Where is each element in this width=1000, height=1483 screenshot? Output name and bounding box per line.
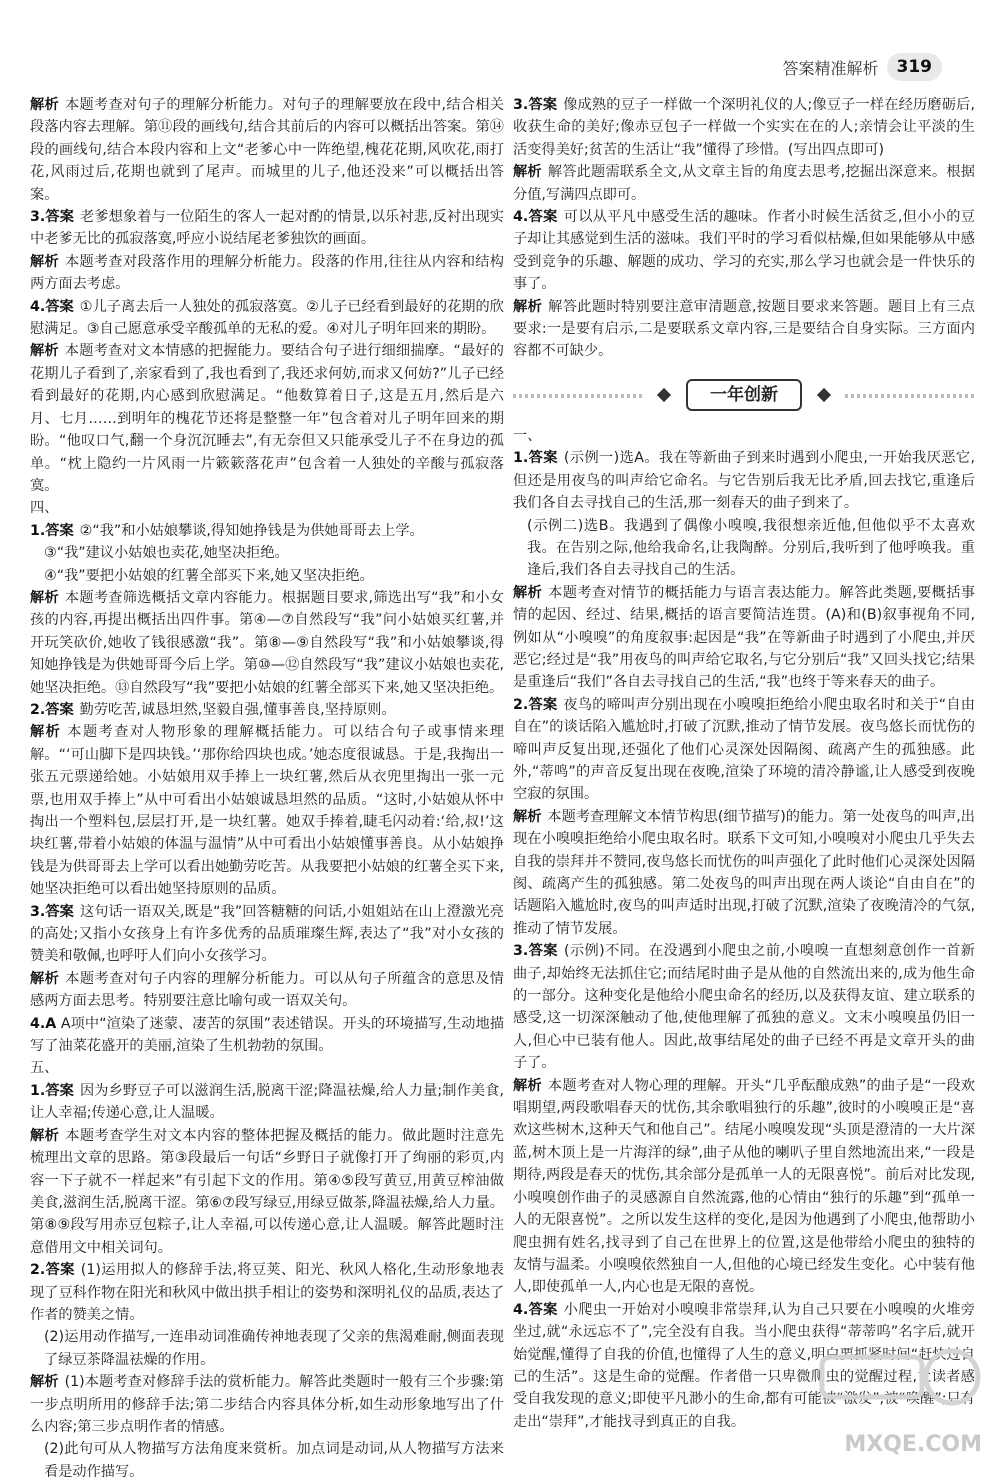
answer-paragraph — [513, 206, 975, 296]
text-paragraph — [30, 1013, 504, 1058]
paragraph-text: 勤劳吃苦,诚恳坦然,坚毅自强,懂事善良,坚持原则。 — [79, 701, 396, 718]
question-number: 1. — [30, 1082, 46, 1099]
analysis-paragraph — [30, 587, 504, 699]
analysis-paragraph — [30, 721, 504, 900]
watermark-text: MXQE.COM — [844, 1432, 982, 1457]
paragraph-text: 本题考查对情节的概括能力与语言表达能力。解答此类题,要概括事情的起因、经过、结果,概括的语言要简洁连贯。(A)和(B)叙事视角不同,例如从“小嗅嗅”的角度叙事:起因是“我”在等新曲子时遇到了小爬虫,并厌恶它;经过是“我”用夜鸟的叫声给它取名,与它分别后“我”又回头找它;结果是重逢后“我们”各自去寻找自己的生活,“我”也终于等来春天的曲子。 — [513, 584, 975, 691]
paragraph-label: 答案 — [528, 97, 558, 113]
answer-paragraph — [30, 206, 504, 251]
banner-title: 一年创新 — [686, 379, 802, 411]
question-number: 2. — [30, 1262, 46, 1279]
analysis-paragraph — [513, 1075, 975, 1299]
paragraph-label: 解析 — [513, 584, 543, 601]
paragraph-label: 答案 — [45, 701, 74, 718]
watermark-logo — [812, 1337, 982, 1457]
paragraph-text: 本题考查学生对文本内容的整体把握及概括的能力。做此题时注意先梳理出文章的思路。第③段最后一句话“乡野日子就像打开了绚丽的彩页,内容一下子就不一样起来”有引起下文的作用。第④⑤段写黄豆,用黄豆榨油做美食,滋润生活,脱离干涩。第⑥⑦段写绿豆,用绿豆做茶,降温祛燥,给人力量。第⑧⑨段写用赤豆包粽子,让人幸福,可以传递心意,让人温暖。解答此题时注意借用文中相关词句。 — [30, 1127, 504, 1256]
paragraph-label: 解析 — [513, 298, 543, 315]
analysis-paragraph — [513, 582, 975, 694]
analysis-paragraph — [30, 94, 504, 206]
paragraph-label: 解析 — [30, 97, 59, 113]
analysis-paragraph — [30, 968, 504, 1013]
question-number: 2. — [30, 701, 46, 718]
answer-paragraph — [513, 940, 975, 1074]
page-header — [782, 50, 942, 84]
paragraph-text: 本题考查对句子内容的理解分析能力。可以从句子所蕴含的意思及情感两方面去思考。特别要注意比喻句或一语双关句。 — [30, 970, 504, 1010]
paragraph-label: 解析 — [513, 1077, 542, 1094]
text-paragraph — [513, 515, 975, 582]
text-paragraph — [30, 1326, 504, 1371]
section-heading — [513, 425, 975, 447]
paragraph-label: 答案 — [528, 943, 558, 960]
question-number: 1. — [513, 450, 529, 467]
text-paragraph — [30, 542, 504, 564]
paragraph-label: 解析 — [30, 1127, 60, 1144]
paragraph-label: 答案 — [45, 1082, 74, 1099]
question-number: 4. — [30, 298, 46, 315]
paragraph-label: 解析 — [30, 970, 60, 987]
paragraph-label: 答案 — [45, 522, 74, 539]
paragraph-text: 本题考查理解文本情节构思(细节描写)的能力。第一处夜鸟的叫声,出现在小嗅嗅拒绝给小爬虫取名时。联系下文可知,小嗅嗅对小爬虫几乎失去自我的崇拜并不赞同,夜鸟悠长而忧伤的叫声强化了此时他们心灵深处因隔阂、疏离产生的孤独感。第二处夜鸟的叫声出现在两人谈论“自由自在”的话题陷入尴尬时,夜鸟的叫声适时出现,打破了沉默,渲染了夜晚清冷的气氛,推动了情节发展。 — [513, 808, 975, 937]
paragraph-text: (1)本题考查对修辞手法的赏析能力。解答此类题时一般有三个步骤:第一步点明所用的修辞手法;第二步结合内容具体分析,如生动形象地写出了什么内容;第三步点明作者的情感。 — [30, 1374, 504, 1435]
paragraph-text: 这句话一语双关,既是“我”回答糖糖的问话,小姐姐站在山上澄激光亮的高处;又指小女孩身上有许多优秀的品质璀璨生辉,表达了“我”对小女孩的赞美和敬佩,也呼吁人们向小女孩学习。 — [30, 903, 504, 965]
paragraph-label: 答案 — [45, 903, 74, 920]
paragraph-text: 本题考查对句子的理解分析能力。对句子的理解要放在段中,结合相关段落内容去理解。第⑪段的画线句,结合其前后的内容可以概括出答案。第⑭段的画线句,结合本段内容和上文“老爹心中一阵绝望,槐花花期,风吹花,雨打花,风雨过后,花期也就到了尾声。而城里的儿子,他还没来”可以概括出答案。 — [30, 97, 504, 203]
page-number: 319 — [887, 53, 943, 81]
paragraph-label: 解析 — [30, 343, 59, 360]
question-number: 1. — [30, 522, 46, 539]
paragraph-text: 本题考查筛选概括文章内容能力。根据题目要求,筛选出写“我”和小女孩的内容,再提出概括出四件事。第④—⑦自然段写“我”问小姑娘买红薯,并开玩笑砍价,她收了钱很感激“我”。第⑧—⑨自然段写“我”和小姑娘攀谈,得知她挣钱是为供她哥哥今后上学。第⑩—⑫自然段写“我”建议小姑娘也卖花,她坚决拒绝。⑬自然段写“我”要把小姑娘的红薯全部买下来,她又坚决拒绝。 — [30, 589, 504, 696]
answer-paragraph — [30, 901, 504, 968]
paragraph-text: (示例二)选B。我遇到了偶像小嗅嗅,我很想亲近他,但他似乎不太喜欢我。在告别之际,他给我命名,让我陶醉。分别后,我听到了他呼唤我。重逢后,我们各自去寻找自己的生活。 — [527, 517, 975, 579]
question-number: 2. — [513, 696, 529, 713]
paragraph-text: 像成熟的豆子一样做一个深明礼仪的人;像豆子一样在经历磨砺后,收获生命的美好;像赤豆包子一样做一个实实在在的人;亲情会让平淡的生活变得美好;贫苦的生活让“我”懂得了珍惜。(写出四点即可) — [513, 97, 975, 158]
section-heading — [30, 497, 504, 519]
paragraph-text: 小爬虫一开始对小嗅嗅非常崇拜,认为自己只要在小嗅嗅的火堆旁坐过,就“永远忘不了”,完全没有自我。当小爬虫获得“蒂蒂呜”名字后,就开始觉醒,懂得了自我的价值,也懂得了人生的意义,明白要抓紧时间“赶快过自己的生活”。这是生命的觉醒。作者借一只卑微爬虫的觉醒过程,让读者感受自我发现的意义;即使平凡渺小的生命,都有可能被“激发”,被“唤醒”;只有走出“崇拜”,才能找寻到真正的自我。 — [513, 1301, 975, 1430]
paragraph-label: 解析 — [30, 589, 59, 606]
text-paragraph — [30, 1438, 504, 1483]
paragraph-label: 解析 — [513, 164, 542, 181]
paragraph-text: 因为乡野豆子可以滋润生活,脱离干涩;降温祛燥,给人力量;制作美食,让人幸福;传递心意,让人温暖。 — [30, 1082, 504, 1122]
paragraph-label: 答案 — [528, 1301, 558, 1318]
right-column — [513, 94, 975, 1433]
analysis-paragraph — [513, 296, 975, 363]
paragraph-label: 解析 — [30, 1374, 59, 1391]
question-number: 3. — [513, 943, 529, 960]
paragraph-text: 老爹想象着与一位陌生的客人一起对酌的情景,以乐衬悲,反衬出现实中老爹无比的孤寂落寞,呼应小说结尾老爹独饮的画面。 — [30, 209, 504, 248]
paragraph-text: 解答此题需联系全文,从文章主旨的角度去思考,挖掘出深意来。根据分值,写满四点即可。 — [513, 164, 975, 203]
question-number: 4. — [513, 209, 529, 226]
paragraph-label: 答案 — [528, 450, 558, 467]
analysis-paragraph — [30, 251, 504, 296]
analysis-paragraph — [30, 1125, 504, 1259]
left-column — [30, 94, 504, 1483]
paragraph-text: (2)此句可从人物描写方法角度来赏析。加点词是动词,从人物描写方法来看是动作描写。 — [44, 1441, 504, 1480]
analysis-paragraph — [30, 340, 504, 497]
answer-paragraph — [513, 94, 975, 161]
paragraph-text: 本题考查对文本情感的把握能力。要结合句子进行细细揣摩。“最好的花期儿子看到了,亲家看到了,我也看到了,我还求何妨,而求又何妨?”儿子已经看到最好的花期,内心感到欣慰满足。“他数算着日子,这是五月,然后是六月、七月……到明年的槐花节还将是整整一年”包含着对儿子明年回来的期盼。“他叹口气,翻一个身沉沉睡去”,有无奈但又只能承受儿子不在身边的孤单。“枕上隐约一片风雨一片簌簌落花声”包含着一人独处的辛酸与孤寂落寞。 — [30, 343, 504, 494]
paragraph-text: ③“我”建议小姑娘也卖花,她坚决拒绝。 — [44, 545, 289, 562]
question-number: 4. — [513, 1301, 529, 1318]
answer-paragraph — [513, 447, 975, 514]
answer-paragraph — [30, 699, 504, 721]
paragraph-text: A项中“渲染了迷蒙、凄苦的氛围”表述错误。开头的环境描写,生动地描写了油菜花盛开的美丽,渲染了生机勃勃的氛围。 — [30, 1015, 505, 1055]
paragraph-text: ④“我”要把小姑娘的红薯全部买下来,她又坚决拒绝。 — [44, 567, 374, 584]
question-number: 3. — [30, 903, 46, 920]
paragraph-label: 解析 — [30, 253, 59, 270]
question-number: 4.A — [30, 1015, 57, 1032]
paragraph-text: 夜鸟的啼叫声分别出现在小嗅嗅拒绝给小爬虫取名时和关于“自由自在”的谈话陷入尴尬时,打破了沉默,推动了情节发展。夜鸟悠长而忧伤的啼叫声反复出现,还强化了他们心灵深处因隔阂、疏离产生的孤独感。此外,“蒂鸣”的声音反复出现在夜晚,渲染了环境的清冷静谧,让人感受到夜晚空寂的氛围。 — [513, 696, 975, 803]
analysis-paragraph — [513, 806, 975, 940]
paragraph-text: 本题考查对段落作用的理解分析能力。段落的作用,往往从内容和结构两方面去考虑。 — [30, 253, 504, 293]
paragraph-text: (2)运用动作描写,一连串动词准确传神地表现了父亲的焦渴难耐,侧面表现了绿豆茶降温祛燥的作用。 — [44, 1329, 504, 1368]
section-number: 五、 — [30, 1060, 59, 1077]
paragraph-text: 解答此题时特别要注意审清题意,按题目要求来答题。题目上有三点要求:一是要有启示,二是要联系文章内容,三是要结合自身实际。三方面内容都不可缺少。 — [513, 298, 975, 360]
header-title: 答案精准解析 — [782, 58, 879, 78]
section-number: 四、 — [30, 500, 59, 517]
paragraph-label: 答案 — [528, 209, 558, 226]
paragraph-text: 本题考查对人物心理的理解。开头“几乎酝酿成熟”的曲子是“一段欢唱期望,两段歌唱春天的忧伤,其余歌唱独行的乐趣”,彼时的小嗅嗅正是“喜欢这些树木,这种天气和他自己”。结尾小嗅嗅发现“头顶是澄清的一大片深蓝,树木顶上是一片海洋的绿”,曲子从他的喇叭子里自然地流出来,“一段是期待,两段是春天的忧伤,其余部分是孤单一人的无限喜悦”。前后对比发现,小嗅嗅创作曲子的灵感源自自然流露,他的心情由“独行的乐趣”到“孤单一人的无限喜悦”。之所以发生这样的变化,是因为他遇到了小爬虫,他帮助小爬虫拥有姓名,找寻到了自己在世界上的位置,这是他带给小爬虫的独特的友情与温柔。小嗅嗅依然独自一人,但他的心境已经发生变化。心中装有他人,即使孤单一人,内心也是无限的喜悦。 — [513, 1077, 975, 1296]
question-number: 3. — [513, 97, 529, 113]
paragraph-text: 可以从平凡中感受生活的趣味。作者小时候生活贫乏,但小小的豆子却让其感觉到生活的滋味。我们平时的学习看似枯燥,但如果能够从中感受到竞争的乐趣、解题的成功、学习的充实,那么学习也就会是一件快乐的事了。 — [513, 209, 975, 293]
paragraph-label: 答案 — [45, 209, 74, 226]
paragraph-text: (示例)不同。在没遇到小爬虫之前,小嗅嗅一直想刻意创作一首新曲子,却始终无法抓住它;而结尾时曲子是从他的自然流出来的,成为他生命的一部分。这种变化是他给小爬虫命名的经历,以及获得友谊、建立联系的感受,这一切深深触动了他,使他理解了孤独的意义。文末小嗅嗅虽仍旧一人,但心中已装有他人。因此,故事结尾处的曲子已经不再是文章开头的曲子了。 — [513, 943, 975, 1072]
paragraph-text: (1)运用拟人的修辞手法,将豆荚、阳光、秋风人格化,生动形象地表现了豆科作物在阳光和秋风中做出拱手相让的姿势和深明礼仪的品质,表达了作者的赞美之情。 — [30, 1262, 504, 1323]
analysis-paragraph — [30, 1371, 504, 1438]
paragraph-text: 本题考查对人物形象的理解概括能力。可以结合句子或事情来理解。“‘可山脚下是四块钱。’‘那你给四块也成。’她态度很诚恳。于是,我掏出一张五元票递给她。小姑娘用双手捧上一块红薯,然后从衣兜里掏出一张一元票,也用双手捧上”从中可看出小姑娘诚恳坦然的品质。“这时,小姑娘从怀中掏出一个塑料包,层层打开,是一块红薯。她双手捧着,睫毛闪动着:‘给,叔!’这块红薯,带着小姑娘的体温与温情”从中可看出小姑娘懂事善良。从小姑娘挣钱是为供哥哥去上学可以看出她勤劳吃苦。从我要把小姑娘的红薯全买下来,她坚决拒绝可以看出她坚持原则的品质。 — [30, 724, 504, 898]
paragraph-text: ①儿子离去后一人独处的孤寂落寞。②儿子已经看到最好的花期的欣慰满足。③自己愿意承受辛酸孤单的无私的爱。④对儿子明年回来的期盼。 — [30, 298, 504, 338]
question-number: 3. — [30, 209, 46, 226]
paragraph-text: ②“我”和小姑娘攀谈,得知她挣钱是为供她哥哥去上学。 — [79, 522, 424, 539]
paragraph-label: 答案 — [45, 1262, 75, 1279]
answer-paragraph — [30, 1259, 504, 1326]
answer-paragraph — [513, 694, 975, 806]
paragraph-label: 答案 — [528, 696, 558, 713]
section-heading — [30, 1057, 504, 1079]
answer-paragraph — [30, 520, 504, 542]
analysis-paragraph — [513, 161, 975, 206]
paragraph-label: 答案 — [45, 298, 74, 315]
answer-paragraph — [30, 296, 504, 341]
section-number: 一、 — [513, 427, 542, 444]
paragraph-label: 解析 — [513, 808, 542, 825]
paragraph-label: 解析 — [30, 724, 62, 741]
paragraph-text: (示例一)选A。我在等新曲子到来时遇到小爬虫,一开始我厌恶它,但还是用夜鸟的叫声给它命名。与它告别后我无比矛盾,回去找它,重逢后我们各自去寻找自己的生活,那一刻春天的曲子到来了。 — [513, 450, 975, 512]
text-paragraph — [30, 565, 504, 587]
watermark-seal-icon — [812, 1337, 982, 1427]
answer-paragraph — [30, 1080, 504, 1125]
section-banner — [513, 375, 975, 415]
